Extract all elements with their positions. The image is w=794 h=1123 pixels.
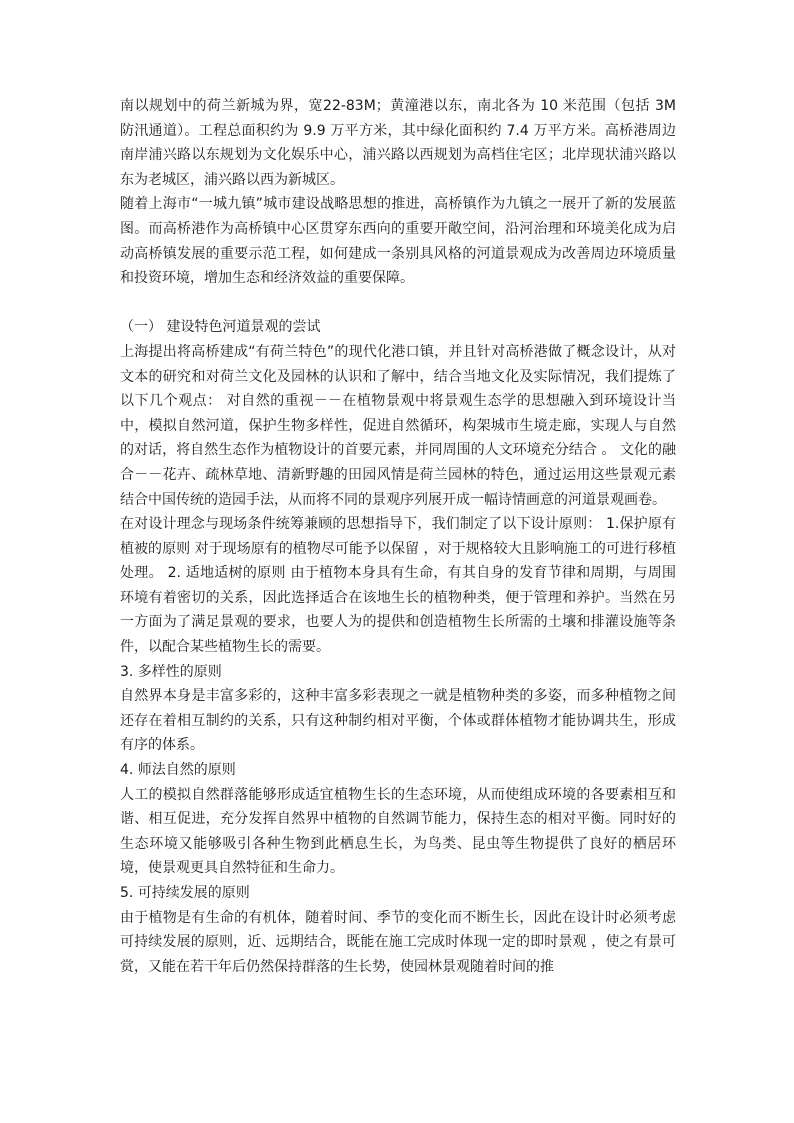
section-heading-1: （一） 建设特色河道景观的尝试	[120, 319, 321, 336]
principle-heading-3: 3. 多样性的原则	[120, 663, 222, 680]
principle-heading-5: 5. 可持续发展的原则	[120, 885, 250, 901]
document-page	[120, 94, 676, 979]
paragraph-principles: 在对设计理念与现场条件统筹兼顾的思想指导下，我们制定了以下设计原则： 1.保护原有植被的原则 对于现场原有的植物尽可能予以保留 ，对于规格较大且影响施工的可进行移植处理。 2. 适地适树的原则 由于植物本身具有生命，有其自身的发育节律和周期，与周围环境有着密切的关系，因此选择适合在该地生长的植物种类，便于管理和养护。当然在另一方面为了满足景观的要求，也要人为的提供和创造植物生长所需的土壤和排灌设施等条件，以配合某些植物生长的需要。	[120, 516, 676, 656]
blank-line	[120, 291, 676, 316]
paragraph-project-scope: 南以规划中的荷兰新城为界，宽22-83M；黄潼港以东，南北各为 10 米范围（包括 3M 防汛通道）。工程总面积约为 9.9 万平方米，其中绿化面积约 7.4 万平方米。高桥港周边南岸浦兴路以东规划为文化娱乐中心，浦兴路以西规划为高档住宅区；北岸现状浦兴路以东为老城区，浦兴路以西为新城区。	[120, 98, 676, 188]
paragraph-nature: 人工的模拟自然群落能够形成适宜植物生长的生态环境，从而使组成环境的各要素相互和谐、相互促进，充分发挥自然界中植物的自然调节能力，保持生态的相对平衡。同时好的生态环境又能够吸引各种生物到此栖息生长，为鸟类、昆虫等生物提供了良好的栖居环境，使景观更具自然特征和生命力。	[120, 786, 676, 877]
paragraph-diversity: 自然界本身是丰富多彩的，这种丰富多彩表现之一就是植物种类的多姿，而多种植物之间还存在着相互制约的关系，只有这种制约相对平衡，个体或群体植物才能协调共生，形成有序的体系。	[120, 688, 676, 754]
paragraph-concept: 上海提出将高桥建成“有荷兰特色”的现代化港口镇，并且针对高桥港做了概念设计，从对文本的研究和对荷兰文化及园林的认识和了解中，结合当地文化及实际情况，我们提炼了以下几个观点： 对自然的重视－－在植物景观中将景观生态学的思想融入到环境设计当中，模拟自然河道，保护生物多样性，促进自然循环，构架城市生境走廊，实现人与自然的对话，将自然生态作为植物设计的首要元素，并同周围的人文环境充分结合 。 文化的融合－－花卉、疏林草地、清新野趣的田园风情是荷兰园林的特色，通过运用这些景观元素结合中国传统的造园手法，从而将不同的景观序列展开成一幅诗情画意的河道景观画卷。	[120, 343, 676, 508]
principle-heading-4: 4. 师法自然的原则	[120, 762, 236, 779]
paragraph-sustainability: 由于植物是有生命的有机体，随着时间、季节的变化而不断生长，因此在设计时必须考虑可持续发展的原则，近、远期结合，既能在施工完成时体现一定的即时景观 ，使之有景可赏，又能在若干年后仍然保持群落的生长势，使园林景观随着时间的推	[120, 909, 676, 975]
paragraph-background: 随着上海市“一城九镇”城市建设战略思想的推进，高桥镇作为九镇之一展开了新的发展蓝图。而高桥港作为高桥镇中心区贯穿东西向的重要开敞空间，沿河治理和环境美化成为启动高桥镇发展的重要示范工程，如何建成一条别具风格的河道景观成为改善周边环境质量和投资环境，增加生态和经济效益的重要保障。	[120, 196, 676, 287]
